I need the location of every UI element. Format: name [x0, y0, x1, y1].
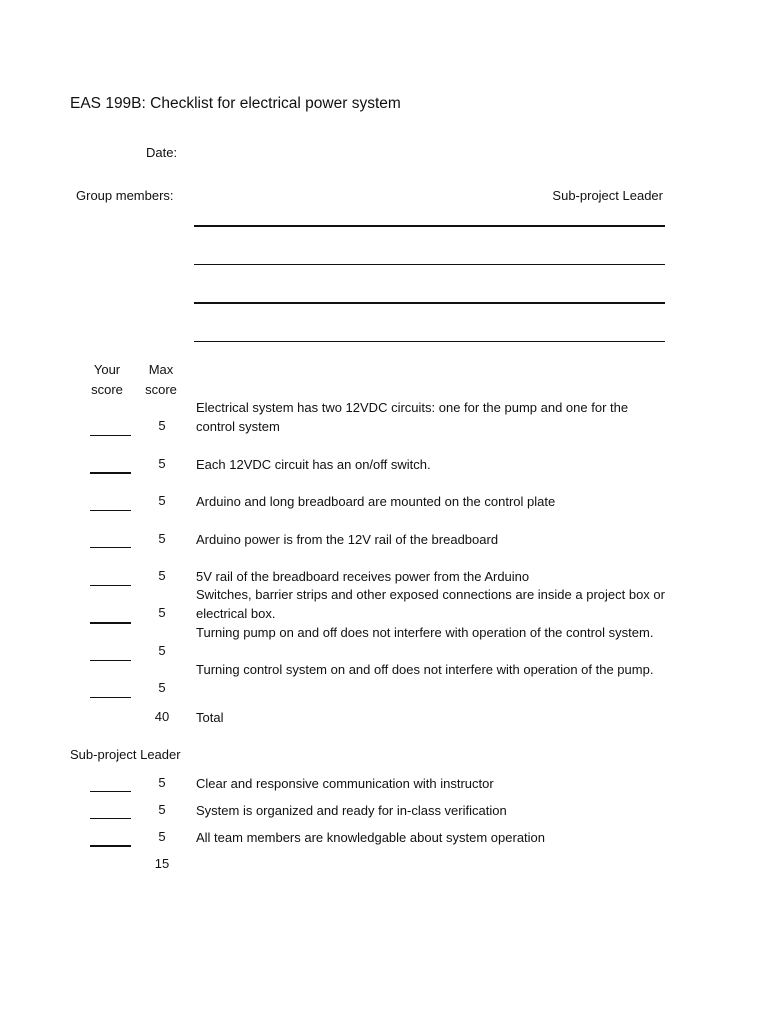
- score-blank-4[interactable]: [90, 547, 131, 548]
- total-label: Total: [196, 710, 224, 725]
- score-blank-5[interactable]: [90, 585, 131, 586]
- max-score-header: Max score: [145, 362, 177, 397]
- max-score-6: 5: [158, 605, 166, 620]
- max-score-1: 5: [158, 418, 166, 433]
- score-blank-1[interactable]: [90, 435, 131, 436]
- checklist-item-3: Arduino and long breadboard are mounted on the control plate: [196, 494, 556, 509]
- leader-max-score-1: 5: [158, 775, 166, 790]
- leader-max-score-2: 5: [158, 802, 166, 817]
- max-score-8: 5: [158, 680, 166, 695]
- score-blank-8[interactable]: [90, 697, 131, 698]
- leader-score-blank-2[interactable]: [90, 818, 131, 819]
- sub-project-leader-label: Sub-project Leader: [552, 188, 663, 203]
- total-value: 40: [154, 709, 170, 724]
- max-score-5: 5: [158, 568, 166, 583]
- leader-item-1: Clear and responsive communication with instructor: [196, 776, 494, 791]
- checklist-item-5: 5V rail of the breadboard receives power from the Arduino: [196, 569, 530, 584]
- checklist-item-6: Switches, barrier strips and other exposed connections are inside a project box or electrical box.: [196, 587, 665, 621]
- group-member-line-2[interactable]: [194, 264, 665, 265]
- score-blank-2[interactable]: [90, 472, 131, 474]
- checklist-item-4: Arduino power is from the 12V rail of the breadboard: [196, 532, 499, 547]
- checklist-item-1: Electrical system has two 12VDC circuits: one for the pump and one for the control system: [196, 400, 629, 434]
- max-score-3: 5: [158, 493, 166, 508]
- score-blank-3[interactable]: [90, 510, 131, 511]
- leader-max-score-3: 5: [158, 829, 166, 844]
- group-member-line-3[interactable]: [194, 302, 665, 304]
- group-member-line-1[interactable]: [194, 225, 665, 227]
- your-score-header: Your score: [91, 362, 123, 397]
- leader-score-blank-1[interactable]: [90, 791, 131, 792]
- max-score-2: 5: [158, 456, 166, 471]
- checklist-item-8: Turning control system on and off does not interfere with operation of the pump.: [196, 662, 654, 677]
- leader-section-heading: Sub-project Leader: [70, 747, 181, 762]
- leader-score-blank-3[interactable]: [90, 845, 131, 847]
- leader-item-2: System is organized and ready for in-class verification: [196, 803, 507, 818]
- page-title: EAS 199B: Checklist for electrical power system: [70, 95, 401, 112]
- group-members-label: Group members:: [76, 188, 174, 203]
- score-blank-6[interactable]: [90, 622, 131, 624]
- leader-item-3: All team members are knowledgable about system operation: [196, 830, 546, 845]
- leader-total-value: 15: [154, 856, 170, 871]
- max-score-4: 5: [158, 531, 166, 546]
- max-score-7: 5: [158, 643, 166, 658]
- date-label: Date:: [146, 145, 178, 160]
- score-blank-7[interactable]: [90, 660, 131, 661]
- group-member-line-4[interactable]: [194, 341, 665, 342]
- checklist-item-7: Turning pump on and off does not interfere with operation of the control system.: [196, 625, 654, 640]
- checklist-item-2: Each 12VDC circuit has an on/off switch.: [196, 457, 431, 472]
